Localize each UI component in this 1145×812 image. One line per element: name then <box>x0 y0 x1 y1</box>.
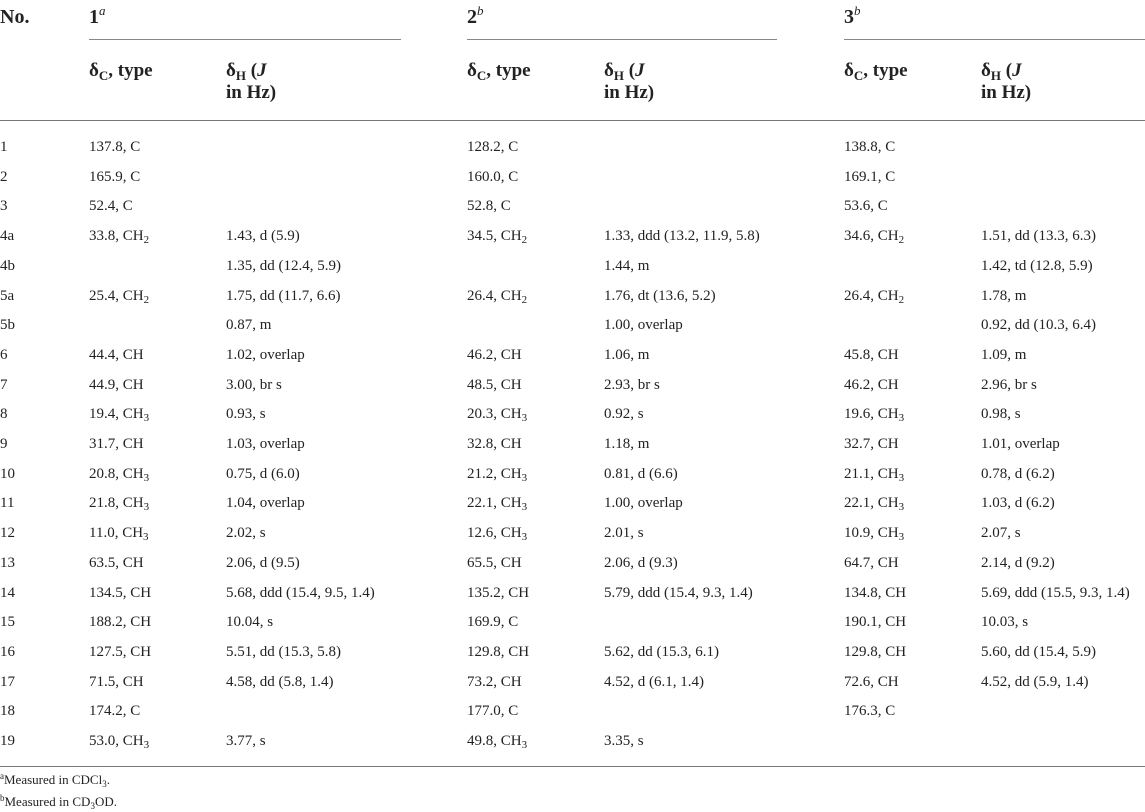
delta-h-cell: 1.75, dd (11.7, 6.6) <box>226 287 341 304</box>
header-text: , type <box>863 60 908 81</box>
delta-h-cell: 5.60, dd (15.4, 5.9) <box>981 643 1096 660</box>
compound-number: 1 <box>89 6 99 28</box>
header-text-line2: in Hz) <box>981 82 1032 103</box>
delta-c-cell: 32.8, CH <box>467 436 522 452</box>
delta-c-cell: 52.8, C <box>467 198 511 215</box>
position-cell: 8 <box>0 406 8 423</box>
position-cell: 4a <box>0 228 15 245</box>
delta-h-cell: 3.35, s <box>604 733 644 749</box>
subscript: H <box>990 68 1001 83</box>
delta-c-cell: 31.7, CH <box>89 436 144 452</box>
header-text: , type <box>486 60 531 81</box>
subscript: 3 <box>102 779 107 789</box>
position-cell: 3 <box>0 198 8 215</box>
delta-h-cell: 4.52, dd (5.9, 1.4) <box>981 673 1089 690</box>
delta-h-cell: 10.03, s <box>981 614 1029 631</box>
delta-h-cell: 5.51, dd (15.3, 5.8) <box>226 643 341 660</box>
subscript: 3 <box>521 501 528 514</box>
subscript: 2 <box>521 234 528 247</box>
subscript: 3 <box>143 739 150 751</box>
delta-c-cell: 48.5, CH <box>467 376 522 393</box>
delta-c-cell <box>467 494 527 512</box>
delta-c-cell <box>844 465 904 483</box>
position-cell: 4b <box>0 257 15 274</box>
position-cell: 6 <box>0 346 8 363</box>
header-text: , type <box>108 60 153 81</box>
delta-c-cell: 44.4, CH <box>89 346 144 363</box>
cell-text: 21.8, CH <box>89 495 144 512</box>
subscript: 3 <box>143 531 149 544</box>
delta-c-cell: 53.6, C <box>844 198 888 215</box>
subscript: 2 <box>898 293 905 306</box>
subscript: 3 <box>143 501 150 514</box>
cell-text: 25.4, CH <box>89 287 144 304</box>
header-text-line2: in Hz) <box>226 82 277 103</box>
delta-h-cell: 1.00, overlap <box>604 495 683 512</box>
delta-h-cell: 0.92, dd (10.3, 6.4) <box>981 317 1096 334</box>
delta-h-cell: 2.93, br s <box>604 376 660 393</box>
cell-text: 12.6, CH <box>467 525 522 542</box>
subscript: 2 <box>521 293 528 306</box>
position-cell: 19 <box>0 733 15 749</box>
delta-c-cell: 135.2, CH <box>467 584 530 601</box>
delta-h-cell: 1.42, td (12.8, 5.9) <box>981 257 1093 274</box>
header-bottom-rule <box>0 120 1145 121</box>
delta-h-cell: 1.43, d (5.9) <box>226 228 300 245</box>
cell-text: 11.0, CH <box>89 525 144 542</box>
delta-c-cell <box>89 524 149 542</box>
delta-h-cell: 2.06, d (9.3) <box>604 554 678 571</box>
header-delta-c <box>844 60 908 82</box>
delta-c-cell <box>467 732 527 750</box>
header-text: ( <box>1001 60 1013 81</box>
subscript: C <box>476 68 487 83</box>
delta-h-cell: 1.03, d (6.2) <box>981 495 1055 512</box>
delta-h-cell: 3.77, s <box>226 733 266 749</box>
compound-number: 2 <box>467 6 477 28</box>
cell-text: 10.9, CH <box>844 525 899 542</box>
j-symbol: J <box>1012 60 1022 81</box>
cell-text: 22.1, CH <box>844 495 899 512</box>
subscript: 2 <box>143 234 150 247</box>
subscript: 3 <box>143 471 150 484</box>
subscript: 3 <box>521 471 528 484</box>
delta-h-cell: 0.87, m <box>226 317 272 334</box>
delta-c-cell: 188.2, CH <box>89 614 152 631</box>
subscript: 3 <box>143 412 150 425</box>
position-cell: 13 <box>0 554 15 571</box>
delta-h-cell: 4.52, d (6.1, 1.4) <box>604 673 704 690</box>
subscript: 3 <box>90 801 95 811</box>
delta-c-cell: 44.9, CH <box>89 376 144 393</box>
delta-h-cell: 1.01, overlap <box>981 436 1060 452</box>
compound-number: 3 <box>844 6 854 28</box>
delta-c-cell: 52.4, C <box>89 198 133 215</box>
delta-h-cell: 5.68, ddd (15.4, 9.5, 1.4) <box>226 584 375 601</box>
cell-text: 33.8, CH <box>89 228 144 245</box>
delta-c-cell <box>844 405 904 423</box>
delta-c-cell <box>89 287 149 305</box>
subscript: 3 <box>898 471 905 484</box>
cell-text: 19.4, CH <box>89 406 144 423</box>
footnote-marker: a <box>99 3 106 18</box>
position-cell: 18 <box>0 703 15 720</box>
footnote-marker: b <box>477 3 484 18</box>
delta-c-cell: 72.6, CH <box>844 673 899 690</box>
cell-text: 26.4, CH <box>467 287 522 304</box>
delta-h-cell: 0.75, d (6.0) <box>226 465 300 482</box>
delta-c-cell: 45.8, CH <box>844 346 899 363</box>
delta-c-cell: 134.8, CH <box>844 584 907 601</box>
delta-h-cell: 0.93, s <box>226 406 266 423</box>
position-cell: 1 <box>0 139 8 155</box>
header-no: No. <box>0 6 30 28</box>
delta-h-cell: 3.00, br s <box>226 376 282 393</box>
delta-c-cell: 71.5, CH <box>89 673 144 690</box>
delta-h-cell: 1.51, dd (13.3, 6.3) <box>981 228 1096 245</box>
header-compound-1 <box>89 3 106 28</box>
delta-c-cell <box>89 227 149 245</box>
delta-c-cell: 177.0, C <box>467 703 519 720</box>
position-cell: 5a <box>0 287 15 304</box>
delta-h-cell: 5.79, ddd (15.4, 9.3, 1.4) <box>604 584 753 601</box>
delta-c-cell: 64.7, CH <box>844 554 899 571</box>
delta-h-cell: 2.02, s <box>226 525 266 542</box>
delta-c-cell <box>844 227 904 245</box>
delta-h-cell: 1.33, ddd (13.2, 11.9, 5.8) <box>604 228 760 245</box>
delta-c-cell <box>89 465 149 483</box>
delta-h-cell: 2.06, d (9.5) <box>226 554 300 571</box>
j-symbol: J <box>257 60 267 81</box>
subscript: H <box>235 68 246 83</box>
position-cell: 5b <box>0 317 15 334</box>
delta-h-cell: 2.01, s <box>604 525 644 542</box>
header-text-line2: in Hz) <box>604 82 655 103</box>
position-cell: 17 <box>0 673 15 690</box>
delta-c-cell: 169.9, C <box>467 614 519 631</box>
position-cell: 2 <box>0 168 8 185</box>
header-compound-2 <box>467 3 484 28</box>
subscript: 2 <box>143 293 150 306</box>
delta-c-cell: 169.1, C <box>844 168 896 185</box>
cell-text: 49.8, CH <box>467 733 522 749</box>
cell-text: 34.6, CH <box>844 228 899 245</box>
j-symbol: J <box>635 60 645 81</box>
delta-c-cell <box>467 405 527 423</box>
delta-c-cell: 65.5, CH <box>467 554 522 571</box>
delta-c-cell: 127.5, CH <box>89 643 152 660</box>
footnote-marker: b <box>0 793 5 803</box>
header-delta-h <box>604 60 654 104</box>
delta-c-cell: 73.2, CH <box>467 673 522 690</box>
position-cell: 10 <box>0 465 15 482</box>
delta-h-cell: 1.03, overlap <box>226 436 305 452</box>
compound-group-rule <box>844 39 1145 40</box>
delta-c-cell <box>467 227 527 245</box>
position-cell: 15 <box>0 614 15 631</box>
cell-text: 20.8, CH <box>89 465 144 482</box>
delta-symbol: δ <box>226 60 236 81</box>
subscript: 2 <box>898 234 905 247</box>
cell-text: 53.0, CH <box>89 733 144 749</box>
delta-c-cell <box>89 732 149 750</box>
delta-h-cell: 1.18, m <box>604 436 650 452</box>
position-cell: 9 <box>0 436 8 452</box>
delta-c-cell: 46.2, CH <box>467 346 522 363</box>
delta-h-cell: 2.07, s <box>981 525 1021 542</box>
delta-h-cell: 1.04, overlap <box>226 495 305 512</box>
delta-c-cell: 129.8, CH <box>844 643 907 660</box>
delta-c-cell <box>89 405 149 423</box>
position-cell: 12 <box>0 525 15 542</box>
delta-symbol: δ <box>604 60 614 81</box>
delta-h-cell: 0.81, d (6.6) <box>604 465 678 482</box>
position-cell: 14 <box>0 584 15 601</box>
delta-c-cell: 129.8, CH <box>467 643 530 660</box>
delta-h-cell: 1.44, m <box>604 257 650 274</box>
subscript: C <box>853 68 864 83</box>
cell-text: 21.2, CH <box>467 465 522 482</box>
cell-text: 19.6, CH <box>844 406 899 423</box>
delta-h-cell: 1.09, m <box>981 346 1027 363</box>
footnote-text: OD. <box>94 794 117 809</box>
delta-symbol: δ <box>981 60 991 81</box>
cell-text: 22.1, CH <box>467 495 522 512</box>
compound-group-rule <box>89 39 401 40</box>
delta-h-cell: 2.14, d (9.2) <box>981 554 1055 571</box>
footnote-b <box>0 794 117 810</box>
footnote-marker: a <box>0 771 4 781</box>
delta-c-cell: 190.1, CH <box>844 614 907 631</box>
position-cell: 16 <box>0 643 15 660</box>
delta-h-cell: 1.78, m <box>981 287 1027 304</box>
delta-h-cell: 1.06, m <box>604 346 650 363</box>
delta-c-cell: 128.2, C <box>467 139 519 155</box>
delta-h-cell: 5.69, ddd (15.5, 9.3, 1.4) <box>981 584 1130 601</box>
header-delta-h <box>981 60 1031 104</box>
header-delta-h <box>226 60 276 104</box>
position-cell: 11 <box>0 495 15 512</box>
footnote-text: . <box>106 772 110 787</box>
delta-h-cell: 0.78, d (6.2) <box>981 465 1055 482</box>
delta-c-cell <box>467 287 527 305</box>
footnote-marker: b <box>854 3 861 18</box>
delta-c-cell: 134.5, CH <box>89 584 152 601</box>
header-compound-3 <box>844 3 861 28</box>
subscript: C <box>98 68 109 83</box>
footnote-text: Measured in CD <box>4 794 91 809</box>
position-cell: 7 <box>0 376 8 393</box>
delta-c-cell: 176.3, C <box>844 703 896 720</box>
delta-h-cell: 1.76, dt (13.6, 5.2) <box>604 287 716 304</box>
delta-h-cell: 2.96, br s <box>981 376 1037 393</box>
delta-c-cell <box>844 494 904 512</box>
delta-h-cell: 1.00, overlap <box>604 317 683 334</box>
compound-group-rule <box>467 39 777 40</box>
delta-h-cell: 0.98, s <box>981 406 1021 423</box>
subscript: 3 <box>521 412 528 425</box>
delta-h-cell: 1.35, dd (12.4, 5.9) <box>226 257 341 274</box>
header-delta-c <box>467 60 531 82</box>
header-text: ( <box>624 60 636 81</box>
delta-c-cell: 46.2, CH <box>844 376 899 393</box>
delta-c-cell: 137.8, C <box>89 139 141 155</box>
delta-c-cell: 138.8, C <box>844 139 896 155</box>
delta-c-cell <box>467 524 527 542</box>
delta-c-cell <box>467 465 527 483</box>
delta-h-cell: 1.02, overlap <box>226 346 305 363</box>
table-bottom-rule <box>0 766 1145 767</box>
delta-symbol: δ <box>844 60 854 81</box>
subscript: H <box>613 68 624 83</box>
delta-symbol: δ <box>467 60 477 81</box>
delta-c-cell: 160.0, C <box>467 168 519 185</box>
delta-c-cell <box>89 494 149 512</box>
delta-h-cell: 5.62, dd (15.3, 6.1) <box>604 643 719 660</box>
footnote-text: Measured in CDCl <box>4 772 103 787</box>
cell-text: 21.1, CH <box>844 465 899 482</box>
subscript: 3 <box>898 531 905 544</box>
delta-symbol: δ <box>89 60 99 81</box>
subscript: 3 <box>521 531 528 544</box>
delta-c-cell: 63.5, CH <box>89 554 144 571</box>
delta-c-cell <box>844 524 904 542</box>
delta-c-cell: 32.7, CH <box>844 436 899 452</box>
delta-c-cell <box>844 287 904 305</box>
subscript: 3 <box>521 739 528 751</box>
delta-c-cell: 165.9, C <box>89 168 141 185</box>
delta-h-cell: 4.58, dd (5.8, 1.4) <box>226 673 334 690</box>
cell-text: 26.4, CH <box>844 287 899 304</box>
subscript: 3 <box>898 412 905 425</box>
delta-c-cell: 174.2, C <box>89 703 141 720</box>
cell-text: 20.3, CH <box>467 406 522 423</box>
header-delta-c <box>89 60 153 82</box>
subscript: 3 <box>898 501 905 514</box>
header-text: ( <box>246 60 258 81</box>
delta-h-cell: 10.04, s <box>226 614 274 631</box>
cell-text: 34.5, CH <box>467 228 522 245</box>
footnote-a <box>0 772 110 788</box>
delta-h-cell: 0.92, s <box>604 406 644 423</box>
